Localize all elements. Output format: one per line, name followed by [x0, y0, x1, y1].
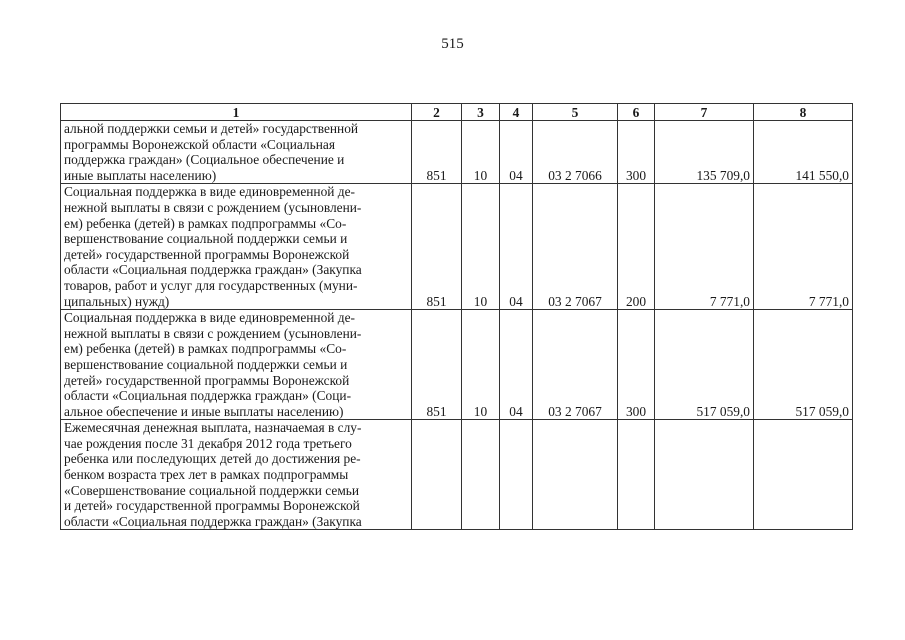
description-line: нежной выплаты в связи с рождением (усыновлени- [64, 199, 362, 215]
table-row [61, 121, 853, 184]
header-row [61, 104, 853, 121]
description-line: вершенствование социальной поддержки семьи и [64, 356, 348, 372]
amount-col-8: 517 059,0 [754, 310, 853, 420]
description-line: вершенствование социальной поддержки семьи и [64, 231, 348, 247]
header-col-5: 5 [533, 104, 618, 121]
amount-col-8: 7 771,0 [754, 184, 853, 310]
target-article-code [533, 420, 618, 530]
description-line: чае рождения после 31 декабря 2012 года третьего [64, 435, 352, 451]
ministry-code [412, 420, 462, 530]
amount-col-7 [655, 420, 754, 530]
description-line: области «Социальная поддержка граждан» (Соци- [64, 388, 352, 404]
target-article-code: 03 2 7067 [533, 310, 618, 420]
description-line: иные выплаты населению) [64, 167, 217, 183]
amount-col-7: 517 059,0 [655, 310, 754, 420]
ministry-code: 851 [412, 310, 462, 420]
header-col-1: 1 [61, 104, 412, 121]
row-description [61, 420, 412, 530]
header-col-8: 8 [754, 104, 853, 121]
amount-col-8 [754, 420, 853, 530]
expense-type-code: 300 [618, 121, 655, 184]
description-line: «Совершенствование социальной поддержки семьи [64, 482, 360, 498]
description-line: бенком возраста трех лет в рамках подпрограммы [64, 467, 349, 483]
row-description [61, 310, 412, 420]
target-article-code: 03 2 7067 [533, 184, 618, 310]
expense-type-code: 300 [618, 310, 655, 420]
table-row [61, 310, 853, 420]
description-line: ем) ребенка (детей) в рамках подпрограммы «Со- [64, 215, 347, 231]
section-code: 10 [462, 121, 500, 184]
budget-table [60, 103, 853, 530]
description-line: детей» государственной программы Воронежской [64, 372, 350, 388]
amount-col-7: 7 771,0 [655, 184, 754, 310]
description-line: нежной выплаты в связи с рождением (усыновлени- [64, 325, 362, 341]
header-col-4: 4 [500, 104, 533, 121]
description-line: области «Социальная поддержка граждан» (Закупка [64, 262, 362, 278]
table-row [61, 184, 853, 310]
description-line: Социальная поддержка в виде единовременной де- [64, 310, 356, 326]
header-col-3: 3 [462, 104, 500, 121]
subsection-code: 04 [500, 184, 533, 310]
ministry-code: 851 [412, 121, 462, 184]
subsection-code [500, 420, 533, 530]
description-line: ребенка или последующих детей до достижения ре- [64, 451, 361, 467]
subsection-code: 04 [500, 121, 533, 184]
description-line: альной поддержки семьи и детей» государственной [64, 121, 359, 136]
description-line: программы Воронежской области «Социальная [64, 136, 335, 152]
amount-col-7: 135 709,0 [655, 121, 754, 184]
section-code: 10 [462, 310, 500, 420]
expense-type-code: 200 [618, 184, 655, 310]
header-col-7: 7 [655, 104, 754, 121]
description-line: детей» государственной программы Воронежской [64, 246, 350, 262]
section-code [462, 420, 500, 530]
description-line: Ежемесячная денежная выплата, назначаемая в слу- [64, 420, 362, 436]
expense-type-code [618, 420, 655, 530]
description-line: поддержка граждан» (Социальное обеспечение и [64, 152, 345, 168]
section-code: 10 [462, 184, 500, 310]
row-description [61, 184, 412, 310]
row-description [61, 121, 412, 184]
description-line: Социальная поддержка в виде единовременной де- [64, 184, 356, 200]
subsection-code: 04 [500, 310, 533, 420]
description-line: области «Социальная поддержка граждан» (Закупка [64, 513, 362, 529]
description-line: ем) ребенка (детей) в рамках подпрограммы «Со- [64, 341, 347, 357]
table-row [61, 420, 853, 530]
ministry-code: 851 [412, 184, 462, 310]
description-line: товаров, работ и услуг для государственных (муни- [64, 277, 358, 293]
description-line: альное обеспечение и иные выплаты населению) [64, 403, 344, 419]
description-line: ципальных) нужд) [64, 293, 170, 309]
header-col-2: 2 [412, 104, 462, 121]
header-col-6: 6 [618, 104, 655, 121]
target-article-code: 03 2 7066 [533, 121, 618, 184]
page-number: 515 [441, 36, 464, 52]
amount-col-8: 141 550,0 [754, 121, 853, 184]
description-line: и детей» государственной программы Воронежской [64, 498, 360, 514]
